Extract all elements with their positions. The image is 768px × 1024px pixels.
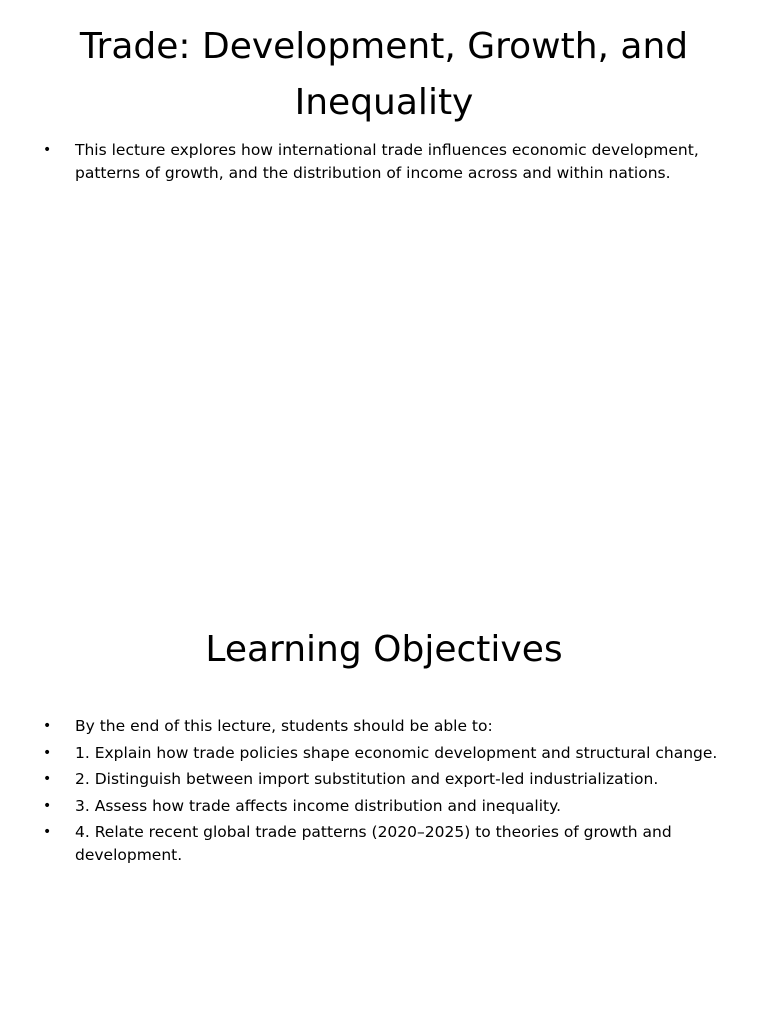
bullet-text: 2. Distinguish between import substitution and export-led industrialization.: [75, 770, 659, 788]
bullet-list: [40, 139, 730, 189]
bullet-item: [40, 795, 730, 818]
bullet-icon: •: [43, 797, 52, 814]
bullet-icon: •: [43, 824, 52, 840]
bullet-item: [40, 742, 730, 765]
bullet-icon: •: [43, 744, 52, 761]
bullet-item: [40, 821, 730, 867]
bullet-item: [40, 715, 730, 738]
bullet-item: [40, 139, 730, 185]
slide-2: [0, 512, 768, 1024]
slide-title: Trade: Development, Growth, and Inequality: [79, 26, 689, 123]
slide-title: Learning Objectives: [205, 629, 563, 670]
bullet-text: By the end of this lecture, students should be able to:: [75, 717, 493, 735]
bullet-icon: •: [43, 771, 52, 787]
bullet-text: 1. Explain how trade policies shape economic development and structural change.: [75, 743, 718, 762]
bullet-icon: •: [43, 718, 52, 734]
bullet-text: This lecture explores how international trade influences economic development, patterns of growth, and the distribution of income across and within nations.: [75, 141, 699, 182]
bullet-icon: •: [43, 142, 52, 158]
bullet-text: 4. Relate recent global trade patterns (2020–2025) to theories of growth and development.: [75, 823, 672, 864]
bullet-item: [40, 768, 730, 791]
bullet-list: [40, 715, 730, 871]
bullet-text: 3. Assess how trade affects income distribution and inequality.: [75, 796, 562, 815]
